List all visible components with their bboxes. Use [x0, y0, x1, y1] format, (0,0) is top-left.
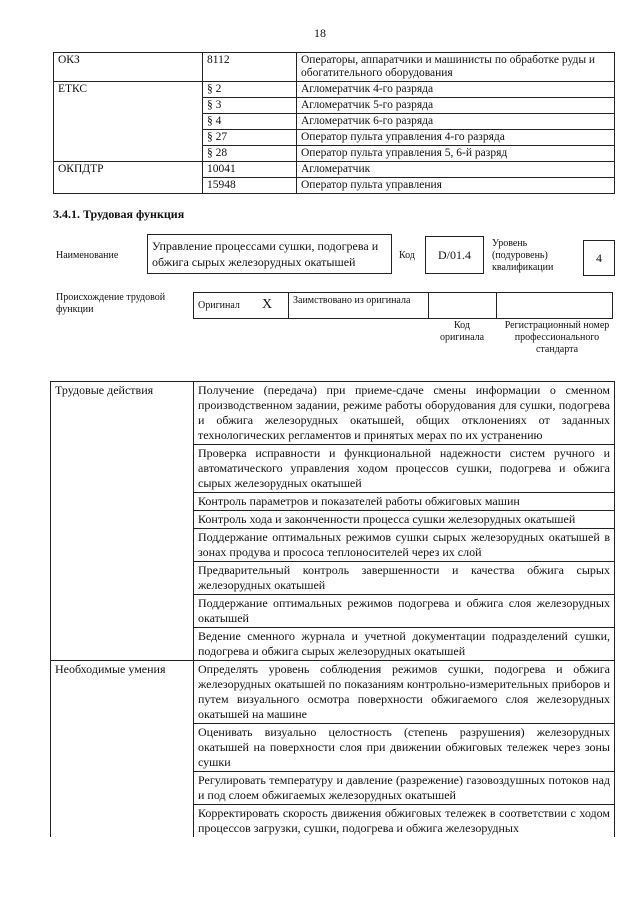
category-cell	[51, 529, 194, 562]
classifier-code: § 2	[203, 82, 297, 98]
table-row	[51, 724, 615, 772]
table-row	[51, 511, 615, 529]
original-code-caption: Код оригинала	[439, 320, 485, 343]
classifier-name	[54, 146, 203, 162]
classifier-name	[54, 114, 203, 130]
function-name-value: Управление процессами сушки, подогрева и обжига сырых железорудных окатышей	[147, 234, 392, 274]
category-cell	[51, 595, 194, 628]
qualification-level-label: Уровень (подуровень) квалификации	[492, 238, 554, 273]
skill-item: Оценивать визуально целостность (степень разрушения) железорудных окатышей на поверхности слоя при движении обжиговых тележек через зоны сушки	[194, 724, 615, 772]
table-row	[54, 82, 615, 98]
category-cell	[51, 805, 194, 838]
table-row	[54, 178, 615, 194]
section-title: 3.4.1. Трудовая функция	[53, 207, 185, 221]
table-row	[54, 53, 615, 82]
function-name-label: Наименование	[56, 250, 119, 261]
table-row	[51, 445, 615, 493]
category-cell	[51, 445, 194, 493]
labor-function-table	[50, 381, 615, 837]
table-row	[51, 772, 615, 805]
origin-original-cell	[194, 293, 289, 318]
function-code-value: D/01.4	[425, 236, 484, 274]
labor-action: Предварительный контроль завершенности и качества обжига сырых железорудных окатышей	[194, 562, 615, 595]
original-mark: X	[262, 297, 273, 312]
category-cell	[51, 628, 194, 661]
table-row	[51, 628, 615, 661]
classifier-title: Агломератчик 5-го разряда	[297, 98, 615, 114]
table-row	[51, 595, 615, 628]
table-row	[54, 130, 615, 146]
labor-action: Поддержание оптимальных режимов подогрева и обжига слоя железорудных окатышей	[194, 595, 615, 628]
classifier-code: § 3	[203, 98, 297, 114]
origin-row	[193, 292, 613, 319]
category-cell	[51, 724, 194, 772]
table-row	[54, 146, 615, 162]
category-cell	[51, 493, 194, 511]
classifier-title: Оператор пульта управления 4-го разряда	[297, 130, 615, 146]
classifier-title: Агломератчик 4-го разряда	[297, 82, 615, 98]
classifier-code: § 27	[203, 130, 297, 146]
classifier-title: Оператор пульта управления 5, 6-й разряд	[297, 146, 615, 162]
registration-number-caption: Регистрационный номер профессионального стандарта	[504, 320, 610, 355]
table-row	[54, 162, 615, 178]
classifier-code: § 28	[203, 146, 297, 162]
labor-action: Проверка исправности и функциональной надежности систем ручного и автоматического управления ходом процессов сушки, подогрева и обжига сырых железорудных окатышей	[194, 445, 615, 493]
page-number: 18	[314, 26, 326, 40]
category-cell	[51, 511, 194, 529]
table-row	[51, 661, 615, 724]
classifier-name	[54, 130, 203, 146]
category-cell	[51, 562, 194, 595]
classifier-code: 10041	[203, 162, 297, 178]
registration-number-cell	[497, 293, 612, 318]
table-row	[51, 562, 615, 595]
table-row	[51, 529, 615, 562]
labor-action: Контроль хода и законченности процесса сушки железорудных окатышей	[194, 511, 615, 529]
table-row	[51, 382, 615, 445]
skill-item: Корректировать скорость движения обжиговых тележек в соответствии с ходом процессов загрузки, сушки, подогрева и обжига железорудных	[194, 805, 615, 838]
classifier-title: Агломератчик	[297, 162, 615, 178]
original-code-cell	[429, 293, 497, 318]
skills-label: Необходимые умения	[51, 661, 194, 724]
classifier-name: ОКЗ	[54, 53, 203, 82]
classifier-title: Агломератчик 6-го разряда	[297, 114, 615, 130]
classifier-name: ЕТКС	[54, 82, 203, 98]
classifier-name	[54, 98, 203, 114]
skill-item: Регулировать температуру и давление (разрежение) газовоздушных потоков над и под слоем обжигаемых железорудных окатышей	[194, 772, 615, 805]
table-row	[51, 805, 615, 838]
classifier-name	[54, 178, 203, 194]
classifier-code: 8112	[203, 53, 297, 82]
category-cell	[51, 772, 194, 805]
code-label: Код	[399, 250, 415, 261]
table-row	[54, 114, 615, 130]
labor-action: Поддержание оптимальных режимов сушки сырых железорудных окатышей в зонах продува и прососа теплоносителей через их слой	[194, 529, 615, 562]
classifier-code: 15948	[203, 178, 297, 194]
labor-action: Ведение сменного журнала и учетной документации подразделений сушки, подогрева и обжига сырых железорудных окатышей	[194, 628, 615, 661]
classification-table	[53, 52, 615, 194]
classifier-name: ОКПДТР	[54, 162, 203, 178]
qualification-level-value: 4	[583, 240, 615, 276]
borrowed-label: Заимствовано из оригинала	[289, 293, 429, 318]
labor-action: Контроль параметров и показателей работы обжиговых машин	[194, 493, 615, 511]
classifier-title: Операторы, аппаратчики и машинисты по обработке руды и обогатительного оборудования	[297, 53, 615, 82]
table-row	[54, 98, 615, 114]
table-row	[51, 493, 615, 511]
skill-item: Определять уровень соблюдения режимов сушки, подогрева и обжига железорудных окатышей по показаниям контрольно-измерительных приборов и путем визуального осмотра поверхности обжигаемого слоя железорудных окатышей на машине	[194, 661, 615, 724]
original-label: Оригинал	[198, 300, 240, 311]
origin-label: Происхождение трудовой функции	[56, 292, 166, 315]
labor-actions-label: Трудовые действия	[51, 382, 194, 445]
labor-action: Получение (передача) при приеме-сдаче смены информации о сменном производственном задании, режиме работы оборудования для сушки, подогрева и обжига железорудных окатышей, общих отклонениях от заданных технологических регламентов и принятых мерах по их устранению	[194, 382, 615, 445]
classifier-title: Оператор пульта управления	[297, 178, 615, 194]
classifier-code: § 4	[203, 114, 297, 130]
